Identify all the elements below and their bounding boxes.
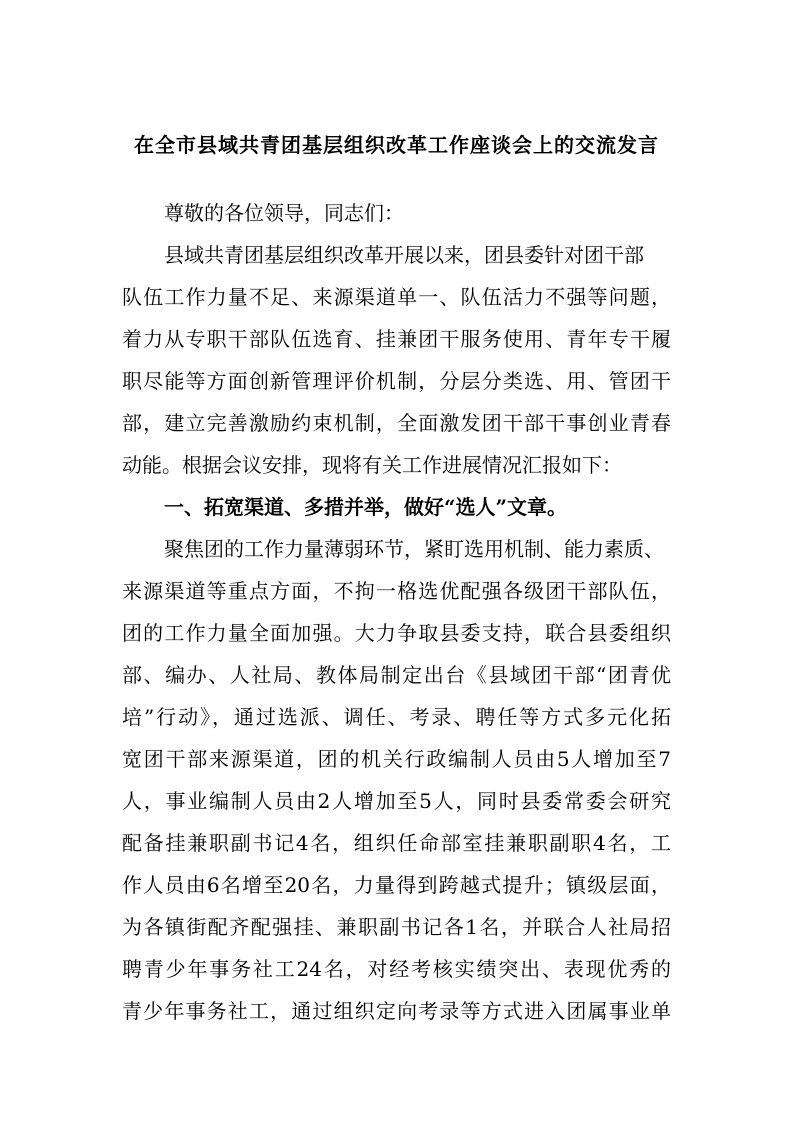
paragraph-line: 动能。根据会议安排，现将有关工作进展情况汇报如下：	[122, 453, 622, 477]
document-title: 在全市县域共青团基层组织改革工作座谈会上的交流发言	[134, 133, 659, 157]
paragraph-line: 团的工作力量全面加强。大力争取县委支持，联合县委组织	[122, 621, 671, 645]
paragraph-line: 青少年事务社工，通过组织定向考录等方式进入团属事业单	[122, 999, 671, 1023]
paragraph-line: 职尽能等方面创新管理评价机制，分层分类选、用、管团干	[122, 369, 671, 393]
paragraph-line: 县域共青团基层组织改革开展以来，团县委针对团干部	[164, 243, 644, 267]
paragraph-line: 作人员由6名增至20名，力量得到跨越式提升；镇级层面，	[122, 873, 671, 897]
paragraph-line: 培”行动》，通过选派、调任、考录、聘任等方式多元化拓	[122, 705, 671, 729]
salutation: 尊敬的各位领导，同志们：	[164, 201, 404, 225]
paragraph-line: 配备挂兼职副书记4名，组织任命部室挂兼职副职4名，工	[122, 831, 671, 855]
paragraph-line: 着力从专职干部队伍选育、挂兼团干服务使用、青年专干履	[122, 327, 671, 351]
paragraph-line: 聘青少年事务社工24名，对经考核实绩突出、表现优秀的	[122, 957, 671, 981]
paragraph-line: 部、编办、人社局、教体局制定出台《县域团干部“团青优	[122, 663, 671, 687]
paragraph-line: 来源渠道等重点方面，不拘一格选优配强各级团干部队伍，	[122, 579, 671, 603]
paragraph-line: 部，建立完善激励约束机制，全面激发团干部干事创业青春	[122, 411, 671, 435]
paragraph-line: 聚焦团的工作力量薄弱环节，紧盯选用机制、能力素质、	[164, 537, 664, 561]
paragraph-line: 人，事业编制人员由2人增加至5人，同时县委常委会研究	[122, 789, 671, 813]
paragraph-line: 为各镇街配齐配强挂、兼职副书记各1名，并联合人社局招	[122, 915, 671, 939]
paragraph-line: 宽团干部来源渠道，团的机关行政编制人员由5人增加至7	[122, 747, 671, 771]
section-heading: 一、拓宽渠道、多措并举，做好“选人”文章。	[164, 495, 568, 519]
paragraph-line: 队伍工作力量不足、来源渠道单一、队伍活力不强等问题，	[122, 285, 671, 309]
